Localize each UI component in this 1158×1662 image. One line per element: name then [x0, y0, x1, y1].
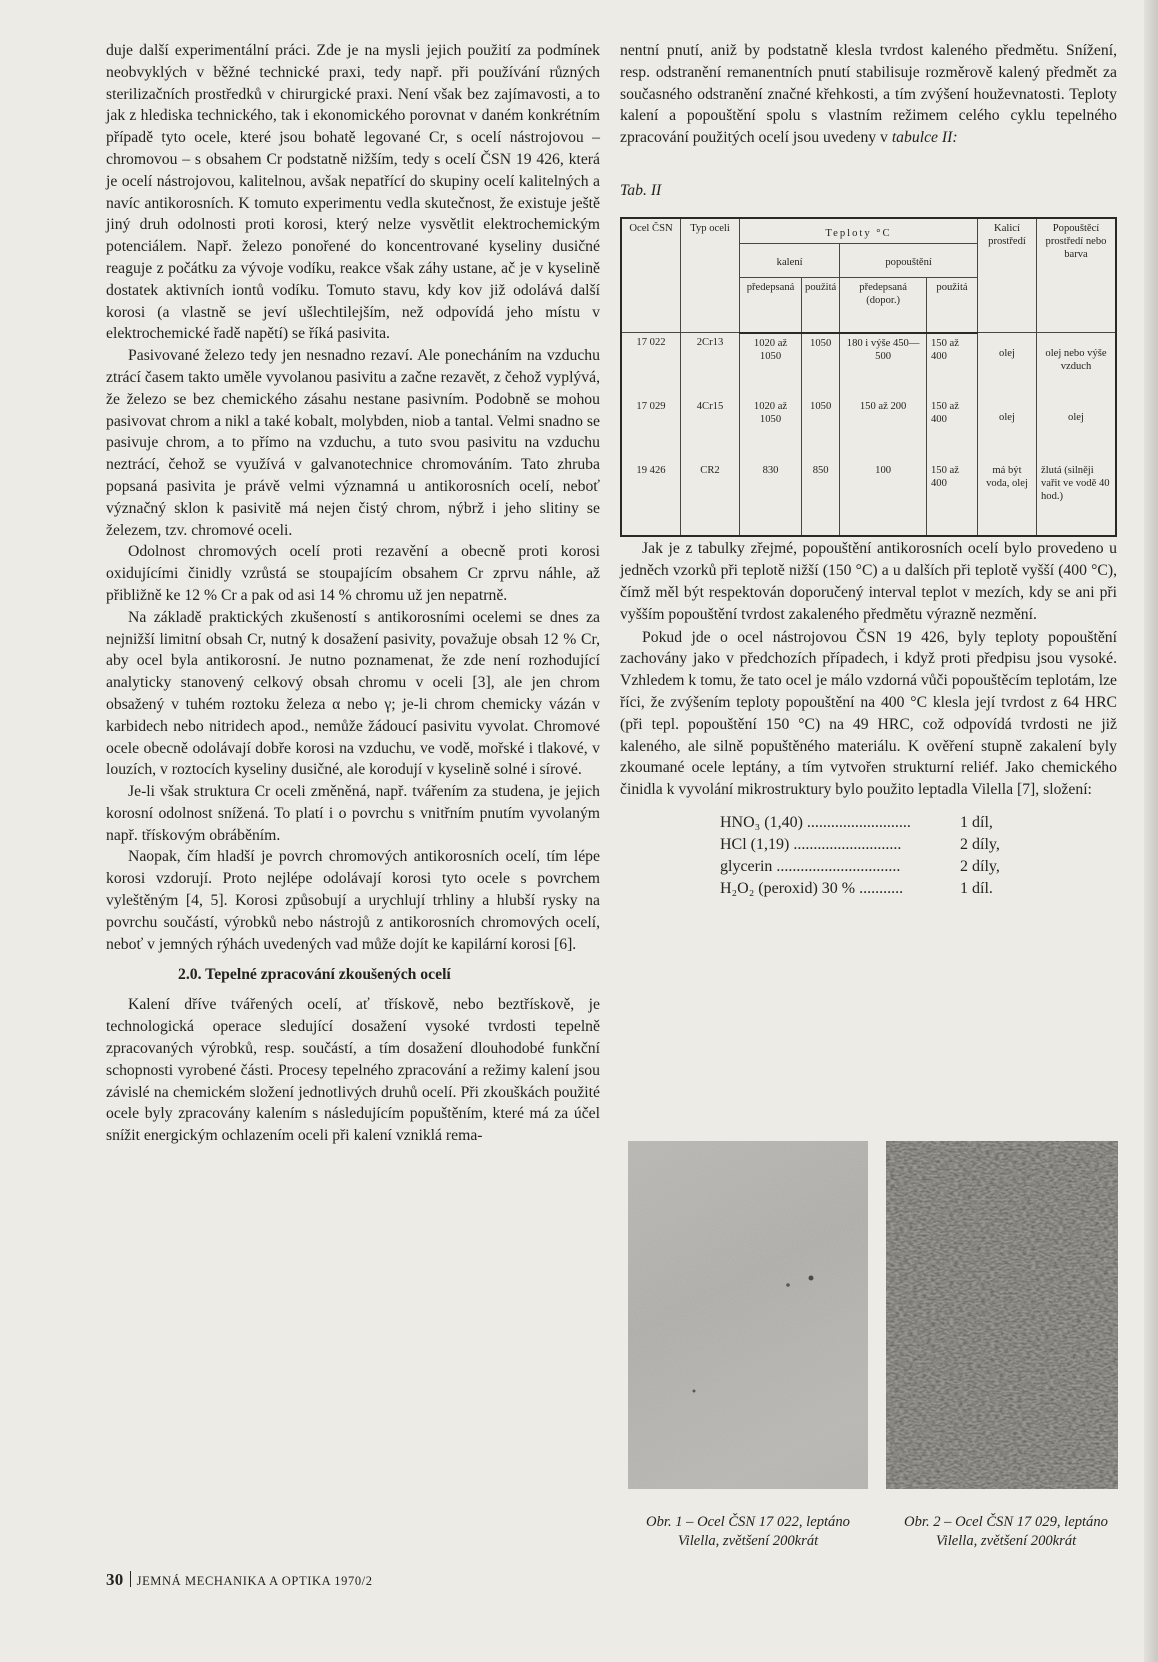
recipe-amount: 1 díl.: [960, 880, 993, 898]
figure-2: [886, 1141, 1126, 1551]
cell-typ: CR2: [681, 461, 740, 536]
etchant-recipe: [720, 812, 1117, 900]
cell-ocel: 19 426: [636, 465, 666, 477]
header-kaleni: kalení: [740, 243, 840, 277]
recipe-line: [720, 856, 1117, 878]
section-heading: 2.0. Tepelné zpracování zkoušených ocelí: [178, 966, 451, 984]
header-ocel: Ocel ČSN: [621, 218, 681, 333]
cell-ocel: 17 022: [636, 337, 666, 349]
cell-popousteni-pouzita: 150 až 400: [927, 333, 978, 398]
header-teploty: Teploty °C: [740, 218, 978, 244]
cell-kalici: olej: [978, 397, 1037, 461]
header-pouzita: použitá: [802, 277, 840, 333]
table-reference: tabulce II:: [891, 129, 958, 147]
figure-caption: Obr. 2 – Ocel ČSN 17 029, leptáno Vilella, zvětšení 200krát: [904, 1514, 1108, 1549]
paragraph: Pokud jde o ocel nástrojovou ČSN 19 426, byly teploty popouštění zachovány jako v předchozích případech, i když proti předpisu jsou vysoké. Vzhledem k tomu, že tato ocel je málo vzdorná vůči popouštěcím teplotám, lze říci, že zvýšením teploty popouštění na 400 °C klesla její tvrdost z 64 HRC (při tepl. popouštění 150 °C) na 49 HRC, což odpovídá tvrdosti ne již kaleného, ale silně popuštěného materiálu. K ověření stupně zakalení byly zkoumané ocele leptány, a tím vytvořen strukturní reliéf. Jako chemického činidla k vyvolání mikrostruktury bylo použito leptadla Vilella [7], složení:: [620, 628, 1117, 799]
cell-popousteni-pouzita: 150 až 400: [927, 397, 978, 461]
cell-popousteci: olej: [1037, 397, 1117, 461]
table-row: [621, 461, 1116, 536]
recipe-component: HNO₃ (1,40) ..........................: [720, 814, 911, 832]
header-predepsana-dopor: předepsaná (dopor.): [840, 277, 927, 333]
paragraph: Odolnost chromových ocelí proti rezavění a obecně proti korosi oxidujícími činidly vzrůstá se stoupajícím obsahem Cr zprvu náhle, až přibližně ke 12 % Cr a pak od asi 14 % chromu už jen nepatrně.: [106, 543, 600, 604]
recipe-amount: 2 díly,: [960, 858, 1000, 876]
header-typ: Typ oceli: [681, 218, 740, 333]
left-column: [106, 40, 600, 1147]
cell-kalici: olej: [978, 333, 1037, 398]
cell-popousteni-pouzita: 150 až 400: [927, 461, 978, 536]
cell-popousteci: žlutá (silněji vařit ve vodě 40 hod.): [1037, 461, 1117, 536]
recipe-component: glycerin ...............................: [720, 858, 901, 876]
recipe-amount: 1 díl,: [960, 814, 993, 832]
header-kalici: Kalicí prostředí: [978, 218, 1037, 333]
cell-kaleni-pouzita: 850: [802, 461, 840, 536]
table-caption: Tab. II: [620, 181, 662, 199]
paragraph: duje další experimentální práci. Zde je na mysli jejich použití za podmínek neobvyklých v běžné technické praxi, tedy např. při používání různých sterilizačních prostředků v chirurgické praxi. Není však bez zajímavosti, a to jak z hlediska technického, tak i ekonomického porovnat v daném konkrétním případě tyto ocele, které jsou bohatě legované Cr, s ocelí nástrojovou – chromovou – s obsahem Cr podstatně nižším, tedy s ocelí ČSN 19 426, která je ocelí nástrojovou, kalitelnou, avšak nepatřící do skupiny ocelí kalitelných a navíc antikorosních. K tomuto experimentu vedla skutečnost, že existuje ještě jiný druh odolnosti proti korosi, který nelze vysvětlit elektrochemickým potenciálem. Např. železo ponořené do koncentrované kyseliny dusičné reaguje z počátku za vývoje vodíku, reakce však záhy ustane, ač je v kyselině dostatek aktivních iontů vodíku. Tomuto stavu, kdy kov již odolává další korosi (a vlastně se jeví ušlechtilejším, než odpovídá jeho místu v elektrochemické řadě napětí) se říká pasivita.: [106, 42, 600, 343]
cell-kaleni-predepsana: 830: [740, 461, 802, 536]
table-row: [621, 333, 1116, 398]
paragraph-text: nentní pnutí, aniž by podstatně klesla tvrdost kaleného předmětu. Snížení, resp. odstranění remanentních pnutí stabilisuje rozměrově kalený předmět za současného odstranění značné křehkosti, a tím zvýšení houževnatosti. Teploty kalení a popouštění spolu s vlastním režimem celého cyklu tepelného zpracování použitých ocelí jsou uvedeny v: [620, 42, 1117, 147]
paragraph: Pasivované železo tedy jen nesnadno rezaví. Ale ponecháním na vzduchu ztrácí časem takto uměle vyvolanou pasivitu a začne rezavět, z čehož vyplývá, že železo se bez chemického zásahu nestane pasivním. Podobně se mohou pasivovat chrom a nikl a také kobalt, molybden, niob a tantal. Velmi snadno se pasivuje chrom, a to přímo na vzduchu, a tuto svou pasivitu na vzduchu neztrácí, čehož se využívá v galvanotechnice chromováním. Tato zhruba popsaná pasivita je právě velmi významná u antikorosních ocelí, neboť význačný sklon k pasivitě má nejen čistý chrom, nýbrž i jeho slitiny se železem, tzv. chromové oceli.: [106, 347, 600, 539]
footer-divider: [130, 1571, 131, 1587]
paragraph: Jak je z tabulky zřejmé, popouštění antikorosních ocelí bylo provedeno u jedněch vzorků při teplotě nižší (150 °C) a u dalších při teplotě vyšší (400 °C), čímž měl být respektován doporučený interval teplot v mezích, kdy se ani při vyšším popouštění tvrdost zakaleného předmětu výrazně nezmění.: [620, 540, 1117, 623]
recipe-amount: 2 díly,: [960, 836, 1000, 854]
page-number: 30: [106, 1570, 124, 1589]
cell-typ: 2Cr13: [681, 333, 740, 398]
cell-ocel: 17 029: [636, 401, 666, 413]
cell-kaleni-predepsana: 1020 až 1050: [740, 397, 802, 461]
figure-caption: Obr. 1 – Ocel ČSN 17 022, leptáno Vilella, zvětšení 200krát: [646, 1514, 850, 1549]
recipe-component: HCl (1,19) ...........................: [720, 836, 902, 854]
micrograph-1-image: [628, 1141, 868, 1489]
right-column: [620, 40, 1117, 908]
page-edge: [1144, 0, 1158, 1662]
cell-typ: 4Cr15: [681, 397, 740, 461]
header-pouzita: použitá: [927, 277, 978, 333]
paragraph: [620, 40, 1117, 149]
cell-popousteni-predepsana: 100: [840, 461, 927, 536]
cell-kaleni-pouzita: 1050: [802, 397, 840, 461]
recipe-line: [720, 812, 1117, 834]
recipe-line: [720, 878, 1117, 900]
table-row: [621, 397, 1116, 461]
recipe-line: [720, 834, 1117, 856]
cell-kalici: má být voda, olej: [978, 461, 1037, 536]
table-ii: [620, 217, 1117, 538]
cell-popousteni-predepsana: 150 až 200: [840, 397, 927, 461]
header-popousteci: Popouštěcí prostředí nebo barva: [1037, 218, 1117, 333]
table-header-row: [621, 218, 1116, 244]
cell-popousteni-predepsana: 180 i výše 450—500: [840, 333, 927, 398]
paragraph: Naopak, čím hladší je povrch chromových antikorosních ocelí, tím lépe korosi vzdorují. Proto nejlépe odolávají korosi tyto ocele s povrchem vyleštěným [4, 5]. Korosi způsobují a urychlují trhliny a hlubší rysky na povrchu součástí, výrobků nebo nástrojů z antikorosních chromových ocelí, neboť v jemných rýhách uvedených vad může dojít ke kapilární korosi [6].: [106, 848, 600, 953]
paragraph: Je-li však struktura Cr oceli změněná, např. tvářením za studena, je jejich korosní odolnost snížená. To platí i o povrchu s vnitřním pnutím vyvolaným např. třískovým obráběním.: [106, 783, 600, 844]
micrograph-2-image: [886, 1141, 1118, 1489]
header-popousteni: popouštění: [840, 243, 978, 277]
recipe-component: H₂O₂ (peroxid) 30 % ...........: [720, 880, 904, 898]
paragraph: Kalení dříve tvářených ocelí, ať třískově, nebo beztřískově, je technologická operace sledující dosažení vysoké tvrdosti tepelně zpracovaných výrobků, resp. součástí, a tím dosažení dlouhodobé funkční schopnosti vyrobené části. Procesy tepelného zpracování a režimy kalení jsou závislé na chemickém složení jednotlivých druhů ocelí. Při zkouškách použité ocele byly zpracovány kalením s následujícím popuštěním, které má za účel snížit energickým ochlazením oceli při kalení vzniklá rema-: [106, 996, 600, 1145]
header-predepsana: předepsaná: [740, 277, 802, 333]
page-footer: [106, 1570, 373, 1590]
cell-popousteci: olej nebo výše vzduch: [1037, 333, 1117, 398]
cell-kaleni-predepsana: 1020 až 1050: [740, 333, 802, 398]
cell-kaleni-pouzita: 1050: [802, 333, 840, 398]
figure-1: [628, 1141, 868, 1551]
paragraph: Na základě praktických zkušeností s antikorosními ocelemi se dnes za nejnižší limitní obsah Cr, nutný k dosažení pasivity, považuje obsah 12 % Cr, aby ocel byla antikorosní. Je nutno poznamenat, že zde není rozhodující analyticky stanovený celkový obsah chromu v oceli [3], ale jen chrom obsažený v tuhém roztoku železa α nebo γ; je-li chrom chemicky vázán v karbidech nebo nitridech apod., nemůže žádoucí pasivitu vyvolat. Chromové ocele obecně odolávají dobře korosi na vzduchu, ve vodě, mořské i tlakové, v louzích, v roztocích kyseliny dusičné, ale korodují v kyselině solné i sírové.: [106, 608, 600, 779]
journal-name: JEMNÁ MECHANIKA A OPTIKA 1970/2: [136, 1574, 373, 1588]
